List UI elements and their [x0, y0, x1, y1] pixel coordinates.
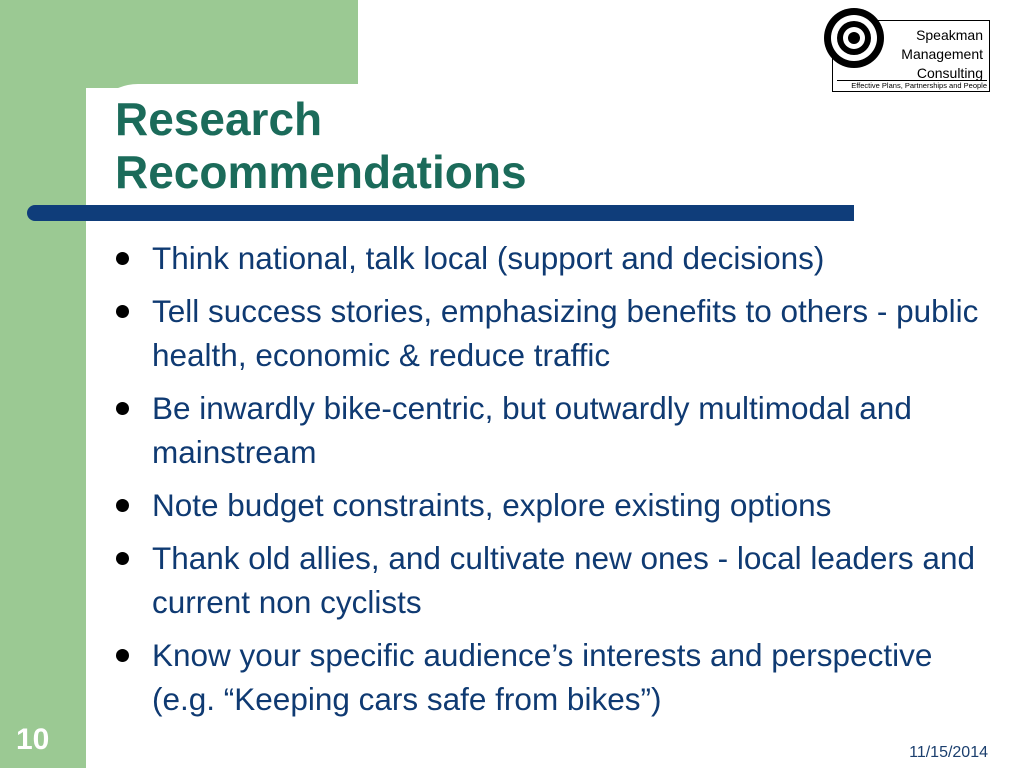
- bullet-list: [110, 236, 990, 730]
- logo-tagline: Effective Plans, Partnerships and People: [837, 80, 987, 91]
- green-sidebar-strip: [0, 0, 86, 768]
- title-line-1: Research: [115, 93, 323, 145]
- title-line-2: Recommendations: [115, 146, 527, 198]
- title-divider: [27, 205, 854, 221]
- logo-wordmark: [901, 26, 983, 83]
- bullet-text: Note budget constraints, explore existing options: [152, 487, 832, 523]
- bullet-dot-icon: [116, 649, 129, 662]
- bullet-item: [110, 386, 990, 474]
- bullet-dot-icon: [116, 499, 129, 512]
- target-icon: [823, 7, 885, 69]
- bullet-dot-icon: [116, 402, 129, 415]
- slide-date: 11/15/2014: [909, 744, 988, 761]
- bullet-text: Thank old allies, and cultivate new ones - local leaders and current non cyclists: [152, 540, 975, 620]
- bullet-dot-icon: [116, 305, 129, 318]
- bullet-item: [110, 483, 990, 527]
- bullet-text: Be inwardly bike-centric, but outwardly multimodal and mainstream: [152, 390, 912, 470]
- bullet-item: [110, 289, 990, 377]
- bullet-dot-icon: [116, 552, 129, 565]
- bullet-text: Tell success stories, emphasizing benefits to others - public health, economic & reduce traffic: [152, 293, 979, 373]
- bullet-dot-icon: [116, 252, 129, 265]
- bullet-text: Think national, talk local (support and decisions): [152, 240, 825, 276]
- bullet-item: [110, 236, 990, 280]
- bullet-item: [110, 633, 990, 721]
- bullet-text: Know your specific audience’s interests and perspective (e.g. “Keeping cars safe from bikes”): [152, 637, 933, 717]
- slide-title: [115, 93, 527, 199]
- slide-number: 10: [16, 723, 50, 756]
- bullet-item: [110, 536, 990, 624]
- logo-line-3: Consulting: [916, 65, 983, 81]
- logo-line-2: Management: [901, 46, 983, 62]
- logo-line-1: Speakman: [916, 27, 983, 43]
